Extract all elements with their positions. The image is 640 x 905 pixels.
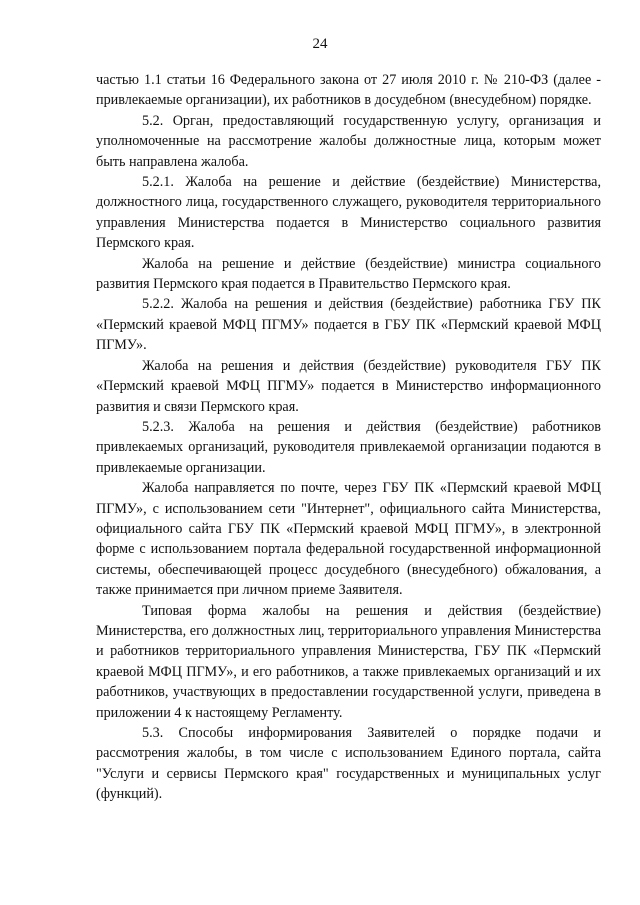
paragraph-submission-methods: Жалоба направляется по почте, через ГБУ ПК «Пермский краевой МФЦ ПГМУ», с использованием сети "Интернет", официального сайта Министерства, официального сайта ГБУ ПК «Пермский краевой МФЦ ПГМУ», в электронной форме с использованием портала федеральной государственной информационной системы, обеспечивающей процесс досудебного (внесудебного) обжалования, а также принимается при личном приеме Заявителя. xyxy=(96,480,601,599)
paragraph-5-2-1: 5.2.1. Жалоба на решение и действие (бездействие) Министерства, должностного лица, государственного служащего, руководителя территориального управления Министерства подается в Министерство социального развития Пермского края. xyxy=(96,174,601,252)
paragraph-continuation: частью 1.1 статьи 16 Федерального закона от 27 июля 2010 г. № 210-ФЗ (далее - привлекаемые организации), их работников в досудебном (внесудебном) порядке. xyxy=(96,72,601,109)
paragraph-mfc-head-complaint: Жалоба на решения и действия (бездействие) руководителя ГБУ ПК «Пермский краевой МФЦ ПГМУ» подается в Министерство информационного развития и связи Пермского края. xyxy=(96,357,601,415)
paragraph-standard-form: Типовая форма жалобы на решения и действия (бездействие) Министерства, его должностных лиц, территориального управления Министерства и работников территориального управления Министерства, ГБУ ПК «Пермский краевой МФЦ ПГМУ», и его работников, а также привлекаемых организаций и их работников, участвующих в предоставлении государственной услуги, приведена в приложении 4 к настоящему Регламенту. xyxy=(96,602,601,721)
paragraph-5-2-3: 5.2.3. Жалоба на решения и действия (бездействие) работников привлекаемых организаций, руководителя привлекаемой организации подаются в привлекаемые организации. xyxy=(96,418,601,476)
page-number: 24 xyxy=(312,36,328,52)
paragraph-minister-complaint: Жалоба на решение и действие (бездействие) министра социального развития Пермского края подается в Правительство Пермского края. xyxy=(96,255,601,293)
paragraph-5-2-2: 5.2.2. Жалоба на решения и действия (бездействие) работника ГБУ ПК «Пермский краевой МФЦ ПГМУ» подается в ГБУ ПК «Пермский краевой МФЦ ПГМУ». xyxy=(96,296,601,354)
paragraph-5-3: 5.3. Способы информирования Заявителей о порядке подачи и рассмотрения жалобы, в том числе с использованием Единого портала, сайта "Услуги и сервисы Пермского края" государственных и муниципальных услуг (функций). xyxy=(96,725,601,803)
document-body xyxy=(96,70,601,805)
paragraph-5-2: 5.2. Орган, предоставляющий государственную услугу, организация и уполномоченные на рассмотрение жалобы должностные лица, которым может быть направлена жалоба. xyxy=(96,112,601,170)
